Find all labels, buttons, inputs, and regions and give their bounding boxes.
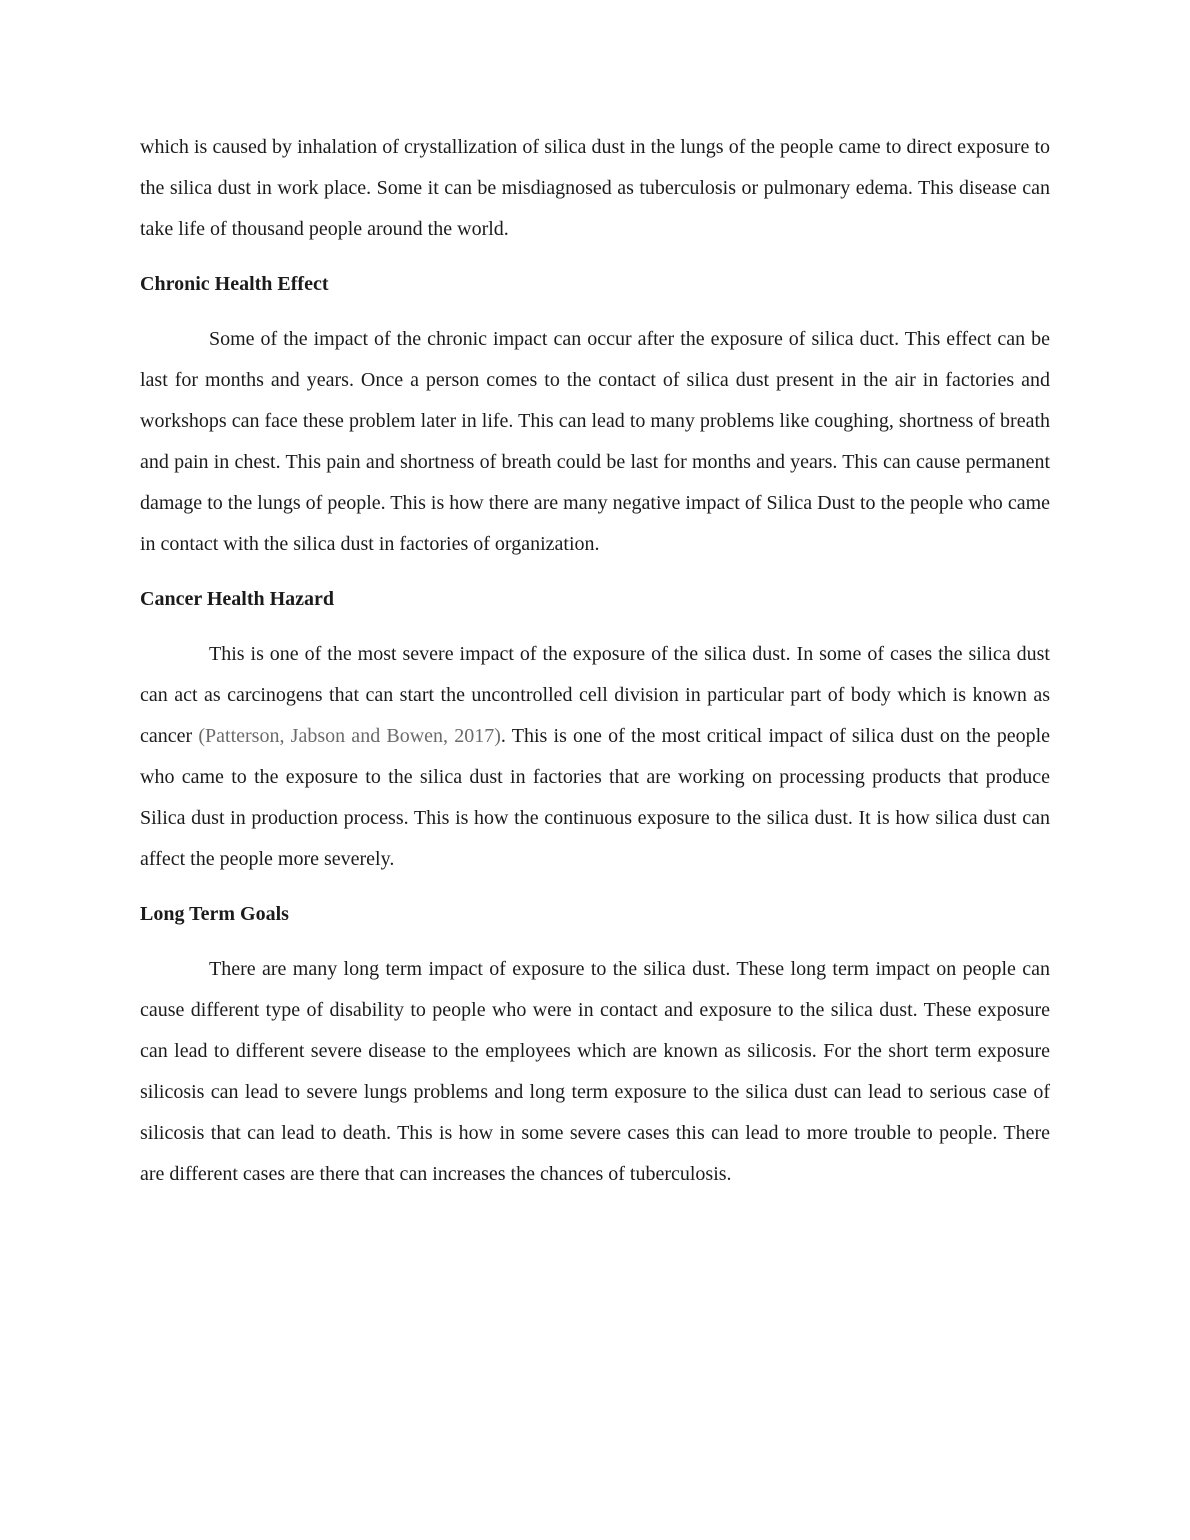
continuation-paragraph: which is caused by inhalation of crystallization of silica dust in the lungs of the people came to direct exposure to the silica dust in work place. Some it can be misdiagnosed as tuberculosis or pulmonary edema. This disease can take life of thousand people around the world. — [140, 136, 1050, 240]
section-paragraph-cancer-health-hazard — [140, 634, 1050, 880]
section-paragraph-chronic-health-effect: Some of the impact of the chronic impact can occur after the exposure of silica duct. This effect can be last for months and years. Once a person comes to the contact of silica dust present in the air in factories and workshops can face these problem later in life. This can lead to many problems like coughing, shortness of breath and pain in chest. This pain and shortness of breath could be last for months and years. This can cause permanent damage to the lungs of people. This is how there are many negative impact of Silica Dust to the people who came in contact with the silica dust in factories of organization. — [140, 328, 1050, 555]
section-heading-chronic-health-effect: Chronic Health Effect — [140, 273, 329, 295]
paragraph-text-after-citation: . This is one of the most critical impact of silica dust on the people who came to the exposure to the silica dust in factories that are working on processing products that produce Silica dust in production process. This is how the continuous exposure to the silica dust. It is how silica dust can affect the people more severely. — [140, 725, 1051, 870]
section-paragraph-long-term-goals: There are many long term impact of exposure to the silica dust. These long term impact on people can cause different type of disability to people who were in contact and exposure to the silica dust. These exposure can lead to different severe disease to the employees which are known as silicosis. For the short term exposure silicosis can lead to severe lungs problems and long term exposure to the silica dust can lead to serious case of silicosis that can lead to death. This is how in some severe cases this can lead to more trouble to people. There are different cases are there that can increases the chances of tuberculosis. — [140, 958, 1050, 1185]
citation-text: (Patterson, Jabson and Bowen, 2017) — [198, 725, 501, 747]
paragraph-text-before-citation: This is one of the most severe impact of the exposure of the silica dust. In some of cases the silica dust can act as carcinogens that can start the uncontrolled cell division in particular part of body which is known as cancer — [140, 643, 1050, 747]
section-heading-long-term-goals: Long Term Goals — [140, 903, 289, 925]
section-heading-cancer-health-hazard: Cancer Health Hazard — [140, 588, 335, 610]
